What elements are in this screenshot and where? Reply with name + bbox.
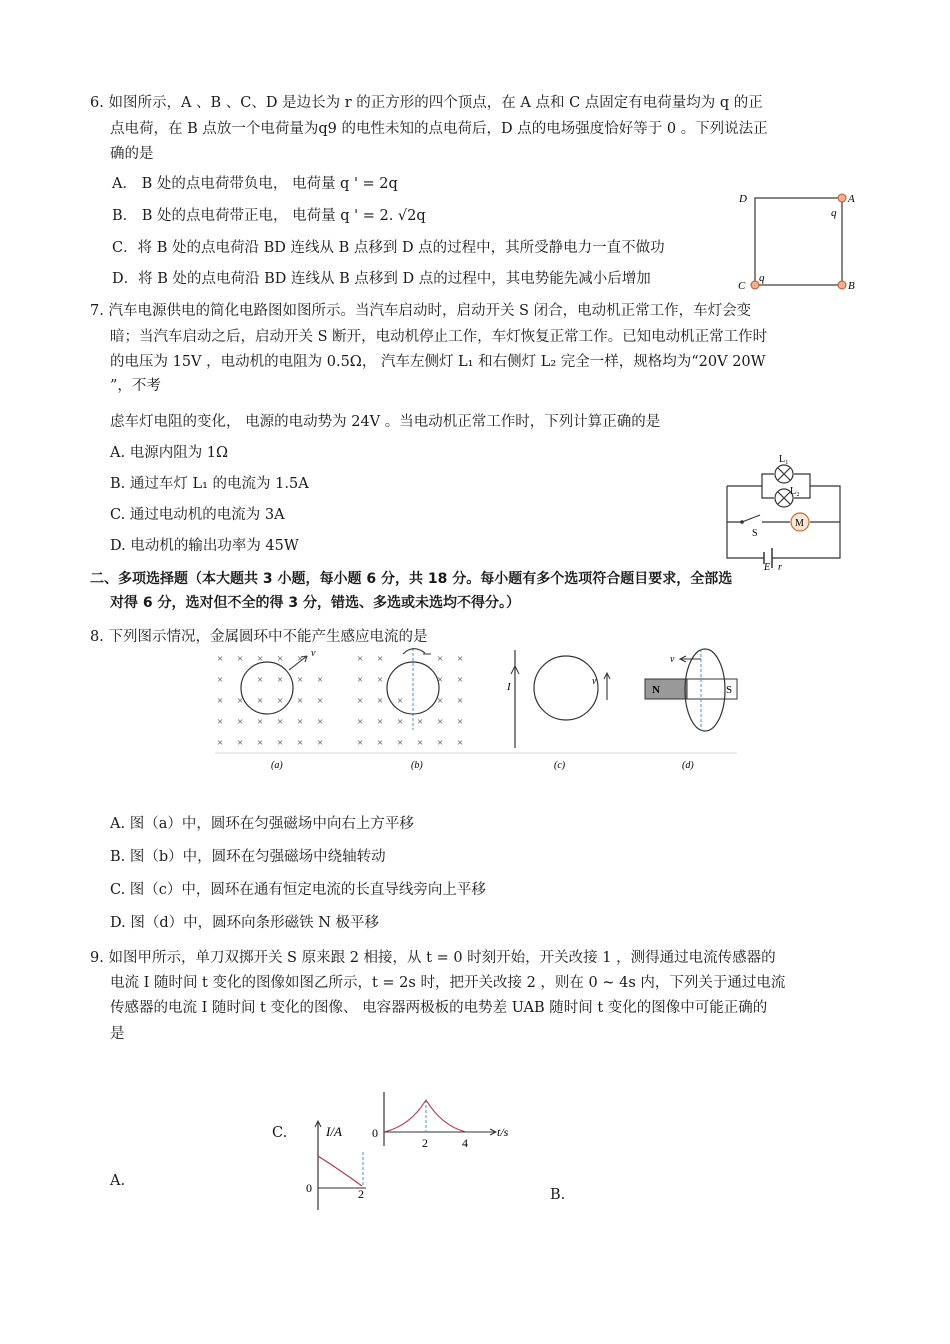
q8-option-c: C. 图（c）中，圆环在通有恒定电流的长直导线旁向上平移 <box>110 882 486 898</box>
field-cross: × <box>217 737 224 749</box>
field-cross: × <box>397 737 404 749</box>
figure-a-field <box>217 653 323 749</box>
field-cross: × <box>437 695 444 707</box>
field-cross: × <box>257 695 264 707</box>
field-cross: × <box>357 653 364 665</box>
graph-c-origin: 0 <box>372 1126 378 1140</box>
field-cross: × <box>277 674 284 686</box>
label-c: C <box>738 280 746 292</box>
q7-circuit-figure <box>722 450 847 573</box>
field-cross: × <box>457 695 464 707</box>
label-switch: S <box>752 528 758 539</box>
q7-line-2: 暗；当汽车启动之后，启动开关 S 断开，电动机停止工作，车灯恢复正常工作。已知电动机正常工作时 <box>110 329 768 345</box>
q7-option-c: C. 通过电动机的电流为 3A <box>110 507 285 523</box>
label-a: A <box>848 193 855 205</box>
field-cross: × <box>377 674 384 686</box>
q7-option-b: B. 通过车灯 L₁ 的电流为 1.5A <box>110 476 309 492</box>
field-cross: × <box>297 695 304 707</box>
label-b: B <box>848 280 855 292</box>
q7-line-5: 虑车灯电阻的变化， 电源的电动势为 24V 。当电动机正常工作时，下列计算正确的是 <box>110 414 661 430</box>
q6-square-figure <box>735 188 855 293</box>
label-north: N <box>652 684 660 696</box>
field-cross: × <box>357 674 364 686</box>
field-cross: × <box>257 674 264 686</box>
label-motor: M <box>795 518 804 529</box>
q8-stem: 8. 下列图示情况，金属圆环中不能产生感应电流的是 <box>90 629 428 645</box>
q9-line-4: 是 <box>110 1026 125 1042</box>
q8-option-a: A. 图（a）中，圆环在匀强磁场中向右上方平移 <box>110 816 414 832</box>
field-cross: × <box>397 695 404 707</box>
field-cross: × <box>457 674 464 686</box>
square-outline <box>755 198 842 285</box>
ring-c <box>534 656 598 720</box>
label-l2: L₂ <box>790 486 800 497</box>
graph-c-taxis: t/s <box>497 1125 509 1139</box>
field-cross: × <box>297 737 304 749</box>
label-v-d: v <box>670 654 675 665</box>
field-cross: × <box>437 653 444 665</box>
field-cross: × <box>457 737 464 749</box>
field-cross: × <box>357 716 364 728</box>
field-cross: × <box>437 674 444 686</box>
q9-graph-c <box>370 1090 520 1150</box>
field-cross: × <box>277 695 284 707</box>
label-q-bottom: q <box>759 272 765 284</box>
field-cross: × <box>297 716 304 728</box>
field-cross: × <box>457 716 464 728</box>
q7-option-d: D. 电动机的输出功率为 45W <box>110 538 299 554</box>
graph-a-yaxis: I/A <box>326 1124 342 1139</box>
label-r: r <box>778 562 782 573</box>
figure-b-field <box>357 653 463 749</box>
label-south: S <box>726 684 733 696</box>
q9-line-3: 传感器的电流 I 随时间 t 变化的图像、 电容器两极板的电势差 UAB 随时间 t 变化的图像中可能正确的 <box>110 1000 768 1016</box>
graph-a-origin: 0 <box>306 1181 312 1195</box>
q8-option-b: B. 图（b）中，圆环在匀强磁场中绕轴转动 <box>110 849 386 865</box>
label-emf: E <box>764 562 771 573</box>
q6-line-1: 6. 如图所示，A 、B 、C、D 是边长为 r 的正方形的四个顶点，在 A 点和 C 点固定有电荷量均为 q 的正 <box>90 95 763 111</box>
label-q-top: q <box>831 207 837 219</box>
field-cross: × <box>317 674 324 686</box>
field-cross: × <box>317 737 324 749</box>
field-cross: × <box>257 653 264 665</box>
field-cross: × <box>437 716 444 728</box>
q9-line-2: 电流 I 随时间 t 变化的图像如图乙所示，t = 2s 时，把开关改接 2 ，则在 0 ~ 4s 内，下列关于通过电流 <box>110 975 786 991</box>
label-d: D <box>739 193 747 205</box>
q9-option-b-label: B. <box>550 1187 566 1203</box>
field-cross: × <box>297 674 304 686</box>
field-cross: × <box>257 737 264 749</box>
field-cross: × <box>237 737 244 749</box>
field-cross: × <box>257 716 264 728</box>
field-cross: × <box>237 695 244 707</box>
label-v-c: v <box>592 676 597 687</box>
q6-option-b: B． B 处的点电荷带正电， 电荷量 q ' = 2. √2q <box>112 208 426 224</box>
section2-heading-1: 二、多项选择题（本大题共 3 小题，每小题 6 分，共 18 分。每小题有多个选项符合题目要求，全部选 <box>90 571 733 587</box>
graph-c-tick-2: 2 <box>422 1136 428 1150</box>
field-cross: × <box>377 695 384 707</box>
field-cross: × <box>277 716 284 728</box>
q8-option-d: D. 图（d）中，圆环向条形磁铁 N 极平移 <box>110 915 380 931</box>
caption-b: (b) <box>411 760 423 771</box>
field-cross: × <box>357 695 364 707</box>
field-cross: × <box>397 716 404 728</box>
q8-figures <box>215 648 740 773</box>
q7-line-1: 7. 汽车电源供电的简化电路图如图所示。当汽车启动时，启动开关 S 闭合，电动机正常工作，车灯会变 <box>90 303 752 319</box>
section2-heading-2: 对得 6 分，选对但不全的得 3 分，错选、多选或未选均不得分。） <box>110 595 520 611</box>
field-cross: × <box>377 737 384 749</box>
q9-graph-a <box>300 1118 380 1218</box>
field-cross: × <box>417 737 424 749</box>
field-cross: × <box>237 653 244 665</box>
field-cross: × <box>237 716 244 728</box>
caption-d: (d) <box>682 760 694 771</box>
graph-c-tick-4: 4 <box>462 1136 468 1150</box>
label-v-a: v <box>311 648 316 659</box>
graph-a-tick-2: 2 <box>358 1187 364 1201</box>
q6-line-2: 点电荷，在 B 点放一个电荷量为q9 的电性未知的点电荷后，D 点的电场强度恰好等于 0 。下列说法正 <box>110 121 768 137</box>
q6-option-c: C．将 B 处的点电荷沿 BD 连线从 B 点移到 D 点的过程中，其所受静电力一直不做功 <box>112 240 665 256</box>
field-cross: × <box>457 653 464 665</box>
q6-option-a: A． B 处的点电荷带负电， 电荷量 q ' = 2q <box>112 176 398 192</box>
q7-option-a: A. 电源内阻为 1Ω <box>110 445 229 461</box>
field-cross: × <box>437 737 444 749</box>
ring-a <box>241 662 293 714</box>
q7-line-4: ”，不考 <box>110 378 161 394</box>
q6-option-d: D．将 B 处的点电荷沿 BD 连线从 B 点移到 D 点的过程中，其电势能先减小后增加 <box>112 271 651 287</box>
q6-line-3: 确的是 <box>110 146 154 162</box>
q9-line-1: 9. 如图甲所示，单刀双掷开关 S 原来跟 2 相接，从 t = 0 时刻开始，开关改接 1 ，测得通过电流传感器的 <box>90 950 776 966</box>
field-cross: × <box>217 674 224 686</box>
field-cross: × <box>317 695 324 707</box>
caption-a: (a) <box>271 760 283 771</box>
q9-option-c-label: C. <box>272 1125 288 1141</box>
field-cross: × <box>217 653 224 665</box>
field-cross: × <box>377 716 384 728</box>
field-cross: × <box>277 737 284 749</box>
field-cross: × <box>417 716 424 728</box>
field-cross: × <box>317 716 324 728</box>
field-cross: × <box>297 653 304 665</box>
field-cross: × <box>357 737 364 749</box>
field-cross: × <box>217 716 224 728</box>
charge-a <box>838 194 846 202</box>
label-l1: L₁ <box>779 454 789 465</box>
field-cross: × <box>277 653 284 665</box>
label-current: I <box>507 681 511 693</box>
q9-option-a-label: A. <box>110 1173 126 1189</box>
charge-c <box>751 281 759 289</box>
field-cross: × <box>217 695 224 707</box>
field-cross: × <box>377 653 384 665</box>
q7-line-3: 的电压为 15V ，电动机的电阻为 0.5Ω， 汽车左侧灯 L₁ 和右侧灯 L₂ 完全一样，规格均为“20V 20W <box>110 354 766 370</box>
caption-c: (c) <box>554 760 566 771</box>
charge-b <box>838 281 846 289</box>
